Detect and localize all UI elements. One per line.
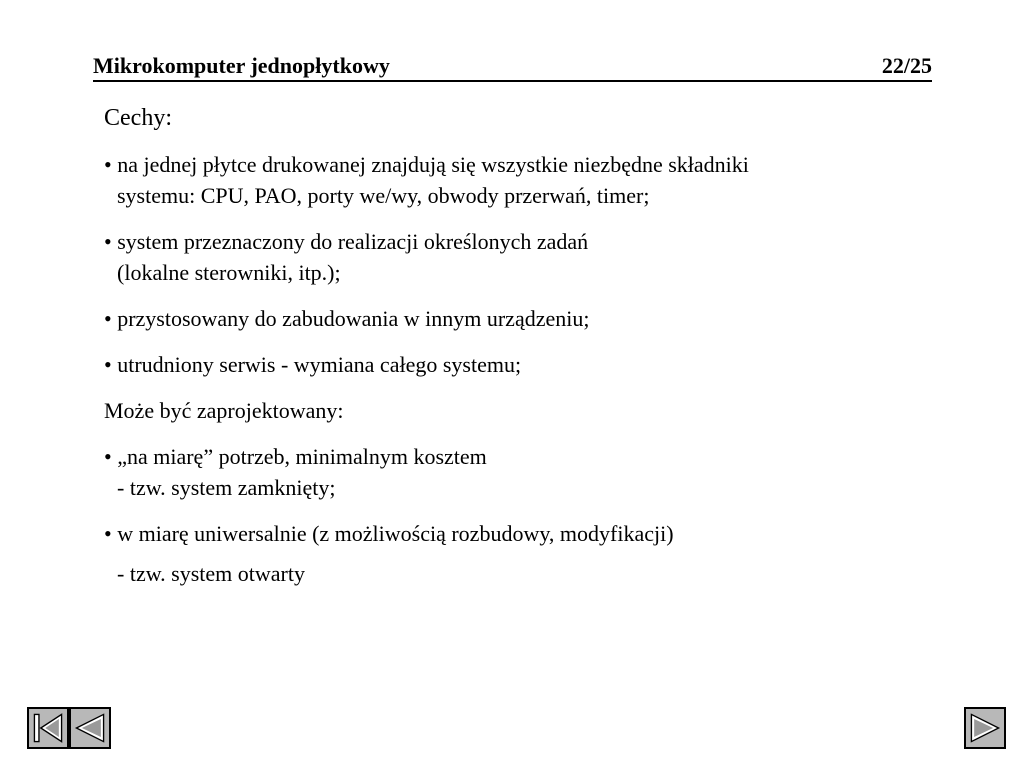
bullet: •: [104, 306, 112, 331]
first-slide-icon: [29, 709, 67, 747]
bullet: •: [104, 229, 112, 254]
slide-title: Mikrokomputer jednopłytkowy: [93, 53, 390, 78]
first-slide-button[interactable]: [27, 707, 69, 749]
list-item-text: „na miarę” potrzeb, minimalnym kosztem: [117, 444, 487, 469]
previous-slide-button[interactable]: [69, 707, 111, 749]
slide-header: [93, 52, 932, 82]
next-slide-icon: [966, 709, 1004, 747]
list-item: [104, 442, 487, 472]
bullet: •: [104, 352, 112, 377]
list-item-text: przystosowany do zabudowania w innym urządzeniu;: [117, 306, 590, 331]
page-number: 22/25: [881, 53, 932, 78]
list-item-continuation: - tzw. system zamknięty;: [117, 475, 336, 500]
next-slide-button[interactable]: [964, 707, 1006, 749]
list-item-text: w miarę uniwersalnie (z możliwością rozbudowy, modyfikacji): [117, 521, 674, 546]
list-item: [104, 304, 589, 334]
list-item-continuation: (lokalne sterowniki, itp.);: [117, 260, 341, 285]
bullet: •: [104, 521, 112, 546]
list-item-text: system przeznaczony do realizacji określonych zadań: [117, 229, 589, 254]
bullet: •: [104, 444, 112, 469]
list-item: [104, 519, 674, 549]
bullet: •: [104, 152, 112, 177]
list-item: [104, 150, 749, 180]
features-heading: Cechy:: [104, 105, 172, 131]
list-item-text: na jednej płytce drukowanej znajdują się wszystkie niezbędne składniki: [117, 152, 749, 177]
list-item-continuation: systemu: CPU, PAO, porty we/wy, obwody przerwań, timer;: [117, 183, 650, 208]
list-item-continuation: - tzw. system otwarty: [117, 561, 305, 586]
previous-slide-icon: [71, 709, 109, 747]
list-item: [104, 227, 588, 257]
design-heading: Może być zaprojektowany:: [104, 398, 344, 423]
list-item: [104, 350, 521, 380]
list-item-text: utrudniony serwis - wymiana całego systemu;: [117, 352, 522, 377]
